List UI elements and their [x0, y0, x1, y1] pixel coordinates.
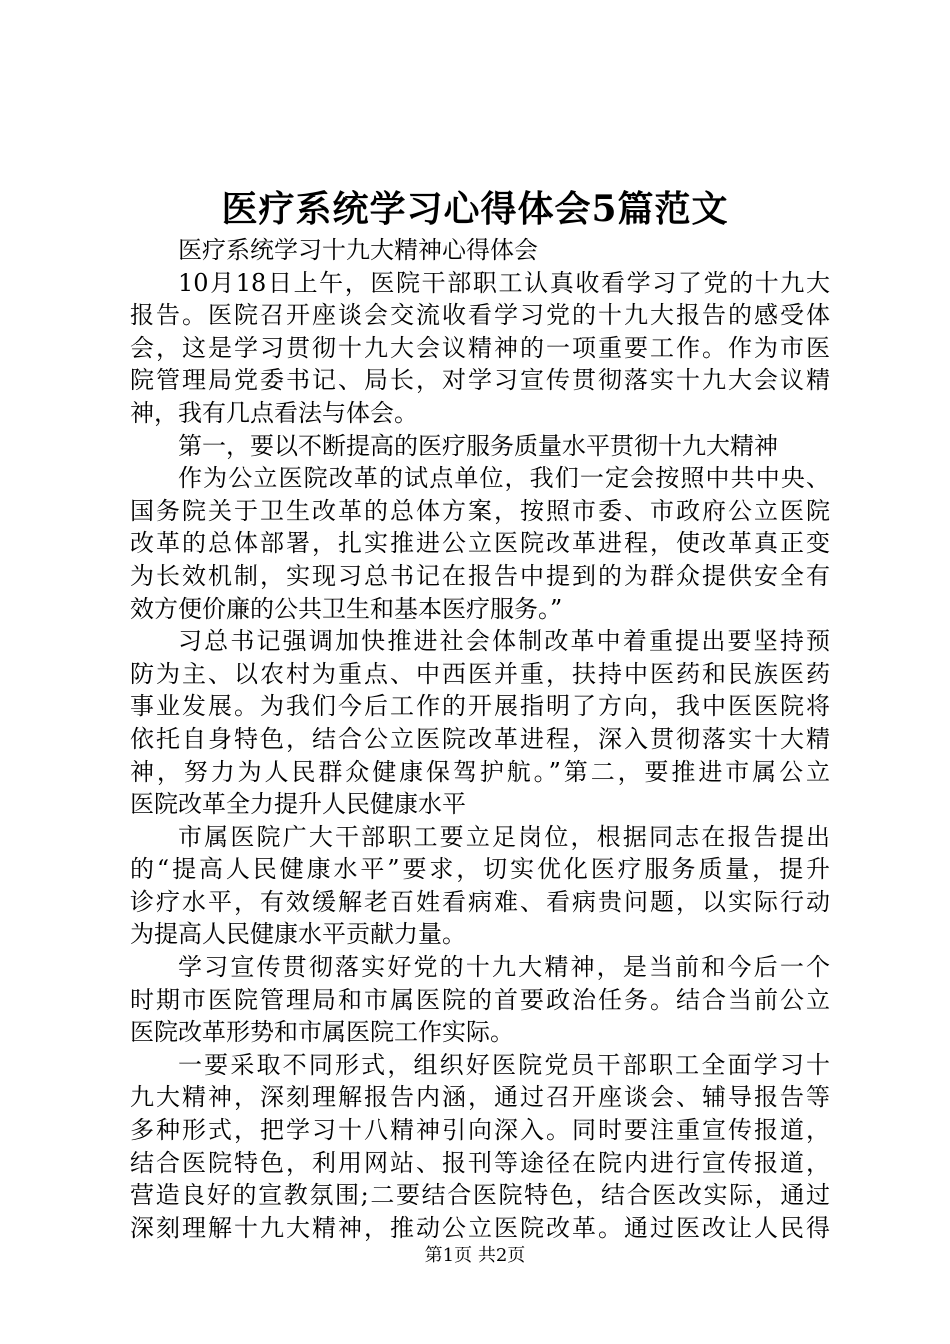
- body-line: 事业发展。为我们今后工作的开展指明了方向，我中医医院将: [130, 692, 830, 721]
- body-line: 深刻理解十九大精神，推动公立医院改革。通过医改让人民得: [130, 1213, 830, 1242]
- body-line: 营造良好的宣教氛围;二要结合医院特色，结合医改实际，通过: [130, 1181, 830, 1210]
- body-line: 一要采取不同形式，组织好医院党员干部职工全面学习十: [178, 1050, 830, 1079]
- body-line: 神，努力为人民群众健康保驾护航。”第二，要推进市属公立: [130, 757, 830, 786]
- document-body: [130, 234, 830, 1244]
- body-line: 九大精神，深刻理解报告内涵，通过召开座谈会、辅导报告等: [130, 1083, 830, 1112]
- body-line: 作为公立医院改革的试点单位，我们一定会按照中共中央、: [178, 464, 830, 493]
- body-line: 报告。医院召开座谈会交流收看学习党的十九大报告的感受体: [130, 301, 830, 330]
- body-line: 防为主、以农村为重点、中西医并重，扶持中医药和民族医药: [130, 659, 830, 688]
- body-line: 习总书记强调加快推进社会体制改革中着重提出要坚持预: [178, 627, 830, 656]
- body-line: 医院改革全力提升人民健康水平: [130, 790, 466, 819]
- body-line: 的“提高人民健康水平”要求，切实优化医疗服务质量，提升: [130, 855, 830, 884]
- body-line: 市属医院广大干部职工要立足岗位，根据同志在报告提出: [178, 822, 830, 851]
- body-line: 依托自身特色，结合公立医院改革进程，深入贯彻落实十大精: [130, 724, 830, 753]
- body-line: 学习宣传贯彻落实好党的十九大精神，是当前和今后一个: [178, 953, 830, 982]
- page-number-footer: 第1页 共2页: [424, 1245, 526, 1266]
- body-line: 时期市医院管理局和市属医院的首要政治任务。结合当前公立: [130, 985, 830, 1014]
- body-line: 神，我有几点看法与体会。: [130, 398, 418, 427]
- body-line: 第一，要以不断提高的医疗服务质量水平贯彻十九大精神: [178, 431, 778, 460]
- body-line: 为长效机制，实现习总书记在报告中提到的为群众提供安全有: [130, 561, 830, 590]
- body-line: 为提高人民健康水平贡献力量。: [130, 920, 466, 949]
- body-line: 会，这是学习贯彻十九大会议精神的一项重要工作。作为市医: [130, 333, 830, 362]
- body-line: 院管理局党委书记、局长，对学习宣传贯彻落实十九大会议精: [130, 366, 830, 395]
- body-line: 效方便价廉的公共卫生和基本医疗服务。”: [130, 594, 563, 623]
- body-line: 10月18日上午，医院干部职工认真收看学习了党的十九大: [178, 268, 830, 297]
- body-line: 改革的总体部署，扎实推进公立医院改革进程，使改革真正变: [130, 529, 830, 558]
- body-line: 诊疗水平，有效缓解老百姓看病难、看病贵问题，以实际行动: [130, 887, 830, 916]
- body-line: 医院改革形势和市属医院工作实际。: [130, 1018, 514, 1047]
- document-title: 医疗系统学习心得体会5篇范文: [221, 188, 729, 230]
- body-line: 医疗系统学习十九大精神心得体会: [178, 236, 538, 264]
- body-line: 多种形式，把学习十八精神引向深入。同时要注重宣传报道，: [130, 1116, 830, 1145]
- body-line: 结合医院特色，利用网站、报刊等途径在院内进行宣传报道，: [130, 1148, 830, 1177]
- body-line: 国务院关于卫生改革的总体方案，按照市委、市政府公立医院: [130, 496, 830, 525]
